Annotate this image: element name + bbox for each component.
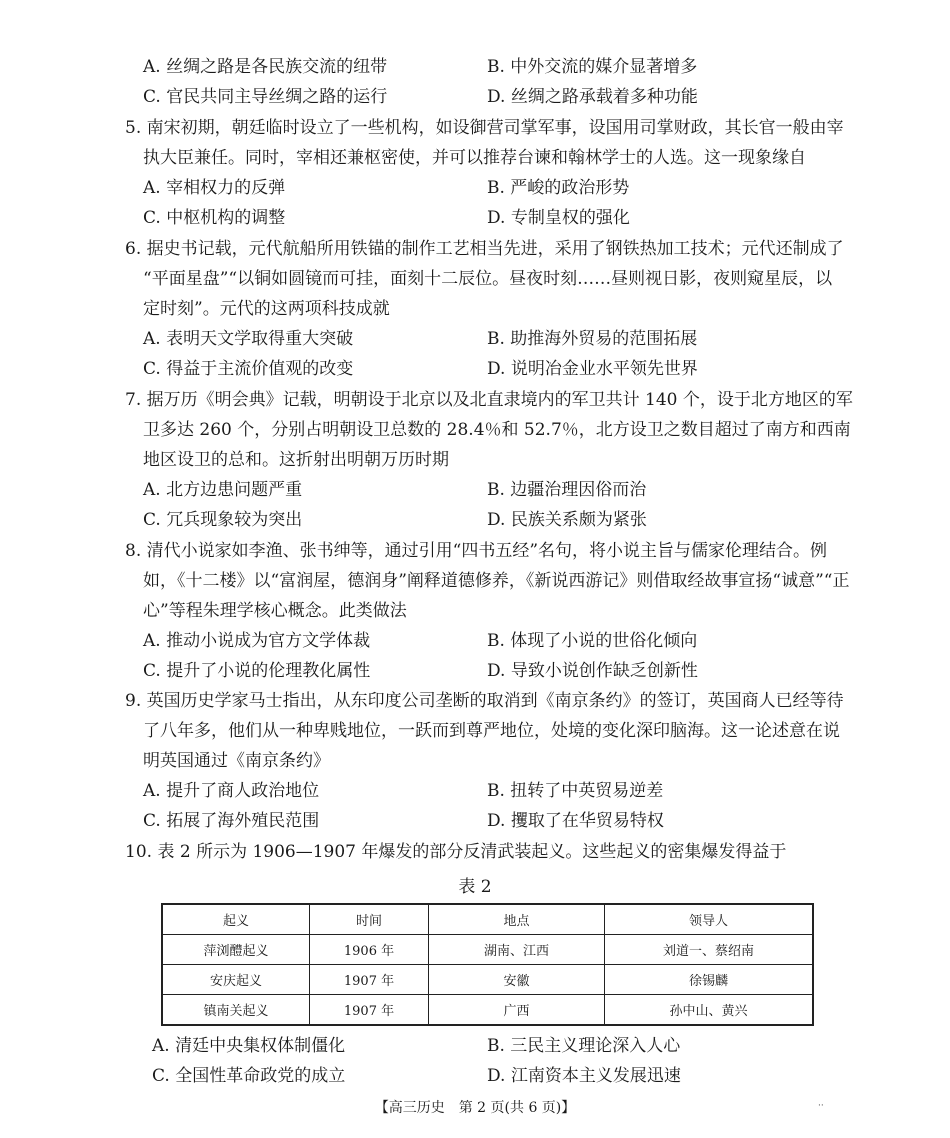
q8-option-c: C. 提升了小说的伦理教化属性 — [143, 661, 371, 681]
q9-option-b: B. 扭转了中英贸易逆差 — [487, 781, 664, 801]
table-row — [162, 935, 813, 965]
q7-option-b: B. 边疆治理因俗而治 — [487, 480, 647, 500]
q9-option-c: C. 拓展了海外殖民范围 — [143, 811, 320, 831]
q6-option-a: A. 表明天文学取得重大突破 — [143, 329, 354, 349]
table-cell: 广西 — [429, 995, 605, 1026]
q10-option-d: D. 江南资本主义发展迅速 — [487, 1066, 681, 1086]
table-title: 表 2 — [458, 877, 492, 897]
q9-option-d: D. 攫取了在华贸易特权 — [487, 811, 664, 831]
table-header-cell: 时间 — [310, 904, 429, 935]
q8-option-d: D. 导致小说创作缺乏创新性 — [487, 661, 698, 681]
q7-option-d: D. 民族关系颇为紧张 — [487, 510, 647, 530]
page-footer: 【高三历史 第 2 页(共 6 页)】 — [374, 1100, 576, 1116]
q6-stem-line-2: “平面星盘”“以铜如圆镜而可挂，面刻十二辰位。昼夜时刻……昼则视日影，夜则窥星辰，以 — [143, 269, 833, 289]
q7-option-a: A. 北方边患问题严重 — [143, 480, 303, 500]
q4-option-d: D. 丝绸之路承载着多种功能 — [487, 87, 698, 107]
q7-stem-line-1: 7. 据万历《明会典》记载，明朝设于北京以及北直隶境内的军卫共计 140 个，设于北方地区的军 — [125, 390, 853, 410]
table-row — [162, 995, 813, 1026]
q5-option-c: C. 中枢机构的调整 — [143, 208, 286, 228]
q9-stem-line-2: 了八年多，他们从一种卑贱地位，一跃而到尊严地位，处境的变化深印脑海。这一论述意在说 — [143, 721, 840, 741]
table-cell: 安庆起义 — [162, 965, 310, 995]
q10-stem: 10. 表 2 所示为 1906—1907 年爆发的部分反清武装起义。这些起义的密集爆发得益于 — [125, 842, 787, 862]
table-header-cell: 领导人 — [605, 904, 814, 935]
q4-option-c: C. 官民共同主导丝绸之路的运行 — [143, 87, 388, 107]
q4-option-b: B. 中外交流的媒介显著增多 — [487, 57, 698, 77]
q7-option-c: C. 冗兵现象较为突出 — [143, 510, 303, 530]
table-cell: 萍浏醴起义 — [162, 935, 310, 965]
q10-option-b: B. 三民主义理论深入人心 — [487, 1036, 681, 1056]
q5-option-a: A. 宰相权力的反弹 — [143, 178, 286, 198]
q9-stem-line-1: 9. 英国历史学家马士指出，从东印度公司垄断的取消到《南京条约》的签订，英国商人已经等待 — [125, 691, 844, 711]
table-header-cell: 起义 — [162, 904, 310, 935]
uprisings-table — [161, 903, 814, 1026]
q10-option-a: A. 清廷中央集权体制僵化 — [152, 1036, 346, 1056]
table-cell: 1907 年 — [310, 965, 429, 995]
q5-stem-line-2: 执大臣兼任。同时，宰相还兼枢密使，并可以推荐台谏和翰林学士的人选。这一现象缘自 — [143, 148, 806, 168]
table-cell: 镇南关起义 — [162, 995, 310, 1026]
table-cell: 1906 年 — [310, 935, 429, 965]
q8-stem-line-3: 心”等程朱理学核心概念。此类做法 — [143, 601, 407, 621]
q4-option-a: A. 丝绸之路是各民族交流的纽带 — [143, 57, 388, 77]
q7-stem-line-2: 卫多达 260 个，分别占明朝设卫总数的 28.4％和 52.7％，北方设卫之数目超过了南方和西南 — [143, 420, 851, 440]
table-header-cell: 地点 — [429, 904, 605, 935]
q8-option-a: A. 推动小说成为官方文学体裁 — [143, 631, 371, 651]
q5-option-d: D. 专制皇权的强化 — [487, 208, 630, 228]
table-cell: 徐锡麟 — [605, 965, 814, 995]
table-cell: 孙中山、黄兴 — [605, 995, 814, 1026]
table-row — [162, 965, 813, 995]
table-cell: 刘道一、蔡绍南 — [605, 935, 814, 965]
q8-option-b: B. 体现了小说的世俗化倾向 — [487, 631, 698, 651]
q8-stem-line-1: 8. 清代小说家如李渔、张书绅等，通过引用“四书五经”名句，将小说主旨与儒家伦理结合。例 — [125, 541, 828, 561]
q8-stem-line-2: 如，《十二楼》以“富润屋，德润身”阐释道德修养，《新说西游记》则借取经故事宣扬“诚意”“正 — [143, 571, 850, 591]
q7-stem-line-3: 地区设卫的总和。这折射出明朝万历时期 — [143, 450, 449, 470]
q6-stem-line-1: 6. 据史书记载，元代航船所用铁锚的制作工艺相当先进，采用了钢铁热加工技术；元代还制成了 — [125, 239, 844, 259]
table-header-row — [162, 904, 813, 935]
table-cell: 安徽 — [429, 965, 605, 995]
corner-mark: ·· — [818, 1101, 824, 1111]
q5-option-b: B. 严峻的政治形势 — [487, 178, 630, 198]
q9-option-a: A. 提升了商人政治地位 — [143, 781, 320, 801]
q5-stem-line-1: 5. 南宋初期，朝廷临时设立了一些机构，如设御营司掌军事，设国用司掌财政，其长官一般由宰 — [125, 118, 844, 138]
table-cell: 1907 年 — [310, 995, 429, 1026]
q6-option-d: D. 说明冶金业水平领先世界 — [487, 359, 698, 379]
q6-option-b: B. 助推海外贸易的范围拓展 — [487, 329, 698, 349]
q9-stem-line-3: 明英国通过《南京条约》 — [143, 751, 330, 771]
q10-option-c: C. 全国性革命政党的成立 — [152, 1066, 346, 1086]
q6-stem-line-3: 定时刻”。元代的这两项科技成就 — [143, 299, 390, 319]
q6-option-c: C. 得益于主流价值观的改变 — [143, 359, 354, 379]
table-cell: 湖南、江西 — [429, 935, 605, 965]
